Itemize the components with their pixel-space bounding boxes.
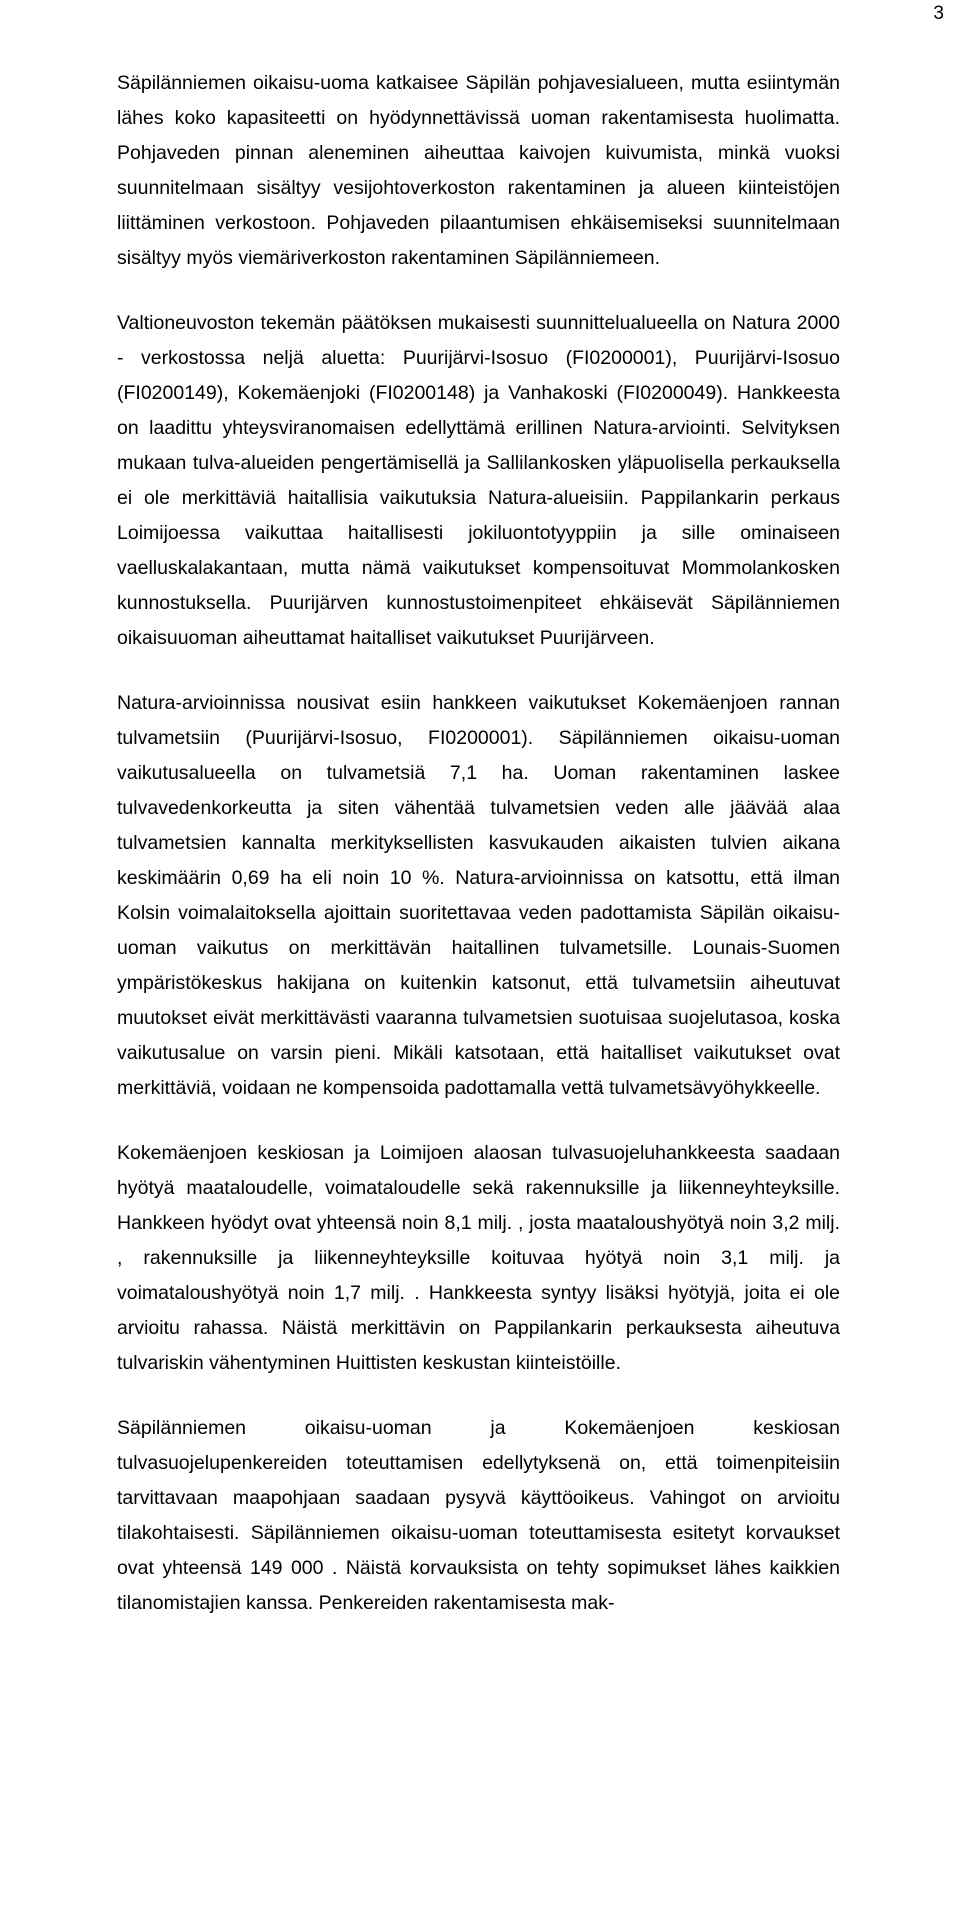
paragraph-groundwater: Säpilänniemen oikaisu-uoma katkaisee Säpilän pohjavesialueen, mutta esiintymän lähes koko kapasiteetti on hyödynnettävissä uoman rakentamisesta huolimatta. Pohjaveden pinnan aleneminen aiheuttaa kaivojen kuivumista, minkä vuoksi suunnitelmaan sisältyy vesijohtoverkoston rakentaminen ja alueen kiinteistöjen liittäminen verkostoon. Pohjaveden pilaantumisen ehkäisemiseksi suunnitelmaan sisältyy myös viemäriverkoston rakentaminen Säpilänniemeen. bbox=[117, 72, 840, 269]
document-body bbox=[117, 66, 840, 1621]
paragraph-natura-areas: Valtioneuvoston tekemän päätöksen mukaisesti suunnittelualueella on Natura 2000 - verkostossa neljä aluetta: Puurijärvi-Isosuo (FI0200001), Puurijärvi-Isosuo (FI0200149), Kokemäenjoki (FI0200148) ja Vanhakoski (FI0200049). Hankkeesta on laadittu yhteysviranomaisen edellyttämä erillinen Natura-arviointi. Selvityksen mukaan tulva-alueiden pengertämisellä ja Sallilankosken yläpuolisella perkauksella ei ole merkittäviä haitallisia vaikutuksia Natura-alueisiin. Pappilankarin perkaus Loimijoessa vaikuttaa haitallisesti jokiluontotyyppiin ja sille ominaiseen vaelluskalakantaan, mutta nämä vaikutukset kompensoituvat Mommolankosken kunnostuksella. Puurijärven kunnostustoimenpiteet ehkäisevät Säpilänniemen oikaisuuoman aiheuttamat haitalliset vaikutukset Puurijärveen. bbox=[117, 312, 840, 649]
paragraph-flood-forests: Natura-arvioinnissa nousivat esiin hankkeen vaikutukset Kokemäenjoen rannan tulvametsiin (Puurijärvi-Isosuo, FI0200001). Säpilänniemen oikaisu-uoman vaikutusalueella on tulvametsiä 7,1 ha. Uoman rakentaminen laskee tulvavedenkorkeutta ja siten vähentää tulvametsien veden alle jäävää alaa tulvametsien kannalta merkityksellisten kasvukauden aikaisten tulvien aikana keskimäärin 0,69 ha eli noin 10 %. Natura-arvioinnissa on katsottu, että ilman Kolsin voimalaitoksella ajoittain suoritettavaa veden padottamista Säpilän oikaisu-uoman vaikutus on merkittävän haitallinen tulvametsille. Lounais-Suomen ympäristökeskus hakijana on kuitenkin katsonut, että tulvametsiin aiheutuvat muutokset eivät merkittävästi vaaranna tulvametsien suotuisaa suojelutasoa, koska vaikutusalue on varsin pieni. Mikäli katsotaan, että haitalliset vaikutukset ovat merkittäviä, voidaan ne kompensoida padottamalla vettä tulvametsävyöhykkeelle. bbox=[117, 692, 840, 1099]
paragraph-benefits: Kokemäenjoen keskiosan ja Loimijoen alaosan tulvasuojeluhankkeesta saadaan hyötyä maataloudelle, voimataloudelle sekä rakennuksille ja liikenneyhteyksille. Hankkeen hyödyt ovat yhteensä noin 8,1 milj. , josta maataloushyötyä noin 3,2 milj. , rakennuksille ja liikenneyhteyksille koituvaa hyötyä noin 3,1 milj. ja voimataloushyötyä noin 1,7 milj. . Hankkeesta syntyy lisäksi hyötyjä, joita ei ole arvioitu rahassa. Näistä merkittävin on Pappilankarin perkauksesta aiheutuva tulvariskin vähentyminen Huittisten keskustan kiinteistöille. bbox=[117, 1142, 840, 1374]
page-number: 3 bbox=[933, 3, 944, 24]
paragraph-compensation: Säpilänniemen oikaisu-uoman ja Kokemäenjoen keskiosan tulvasuojelupenkereiden toteuttamisen edellytyksenä on, että toimenpiteisiin tarvittavaan maapohjaan saadaan pysyvä käyttöoikeus. Vahingot on arvioitu tilakohtaisesti. Säpilänniemen oikaisu-uoman toteuttamisesta esitetyt korvaukset ovat yhteensä 149 000 . Näistä korvauksista on tehty sopimukset lähes kaikkien tilanomistajien kanssa. Penkereiden rakentamisesta mak- bbox=[117, 1417, 840, 1614]
